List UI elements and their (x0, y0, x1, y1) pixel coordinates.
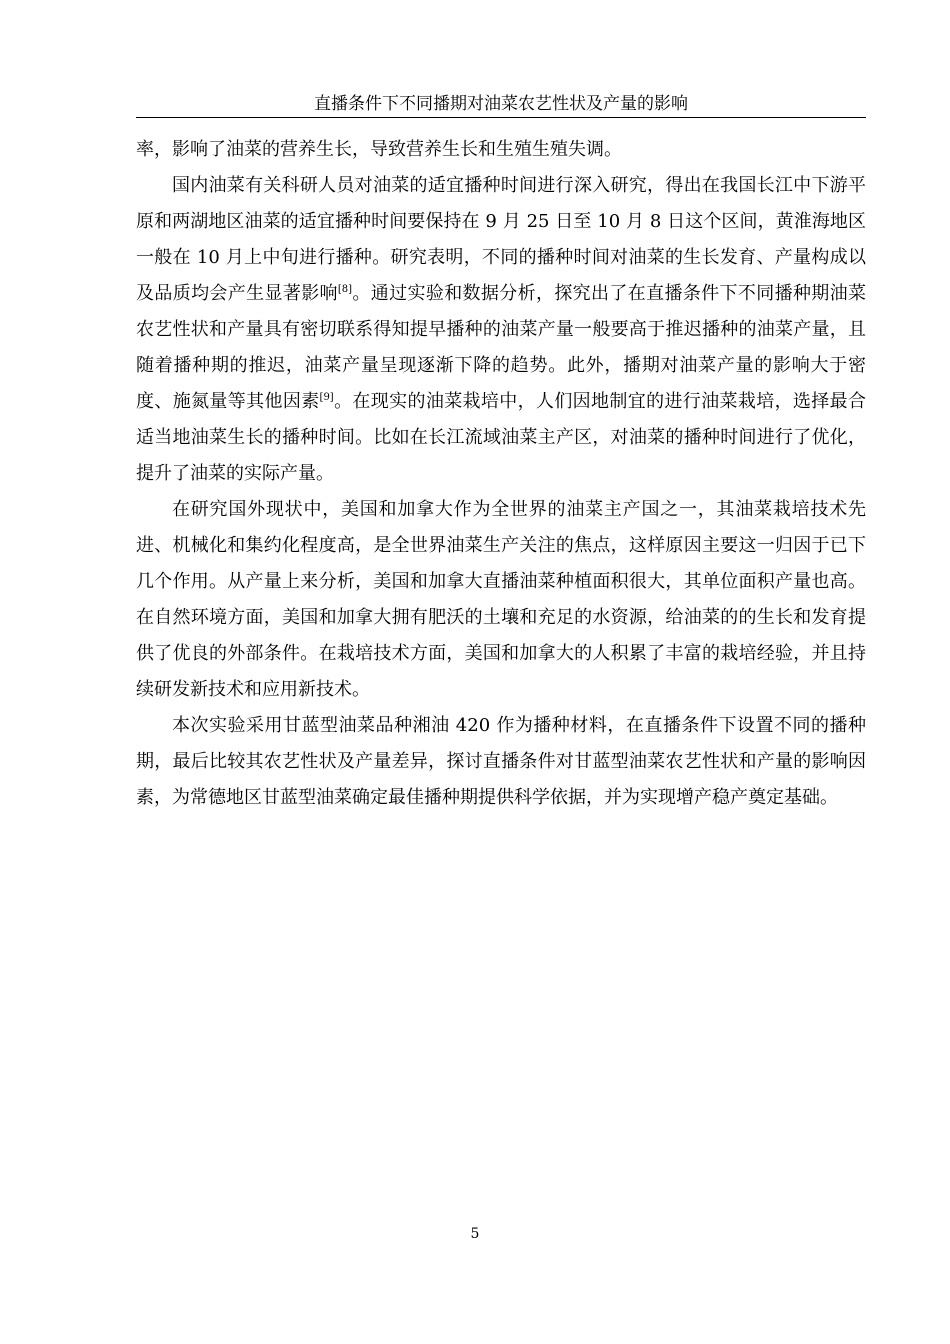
page-number: 5 (470, 1226, 480, 1242)
running-header: 直播条件下不同播期对油菜农艺性状及产量的影响 (314, 94, 688, 114)
paragraph-experiment-purpose: 本次实验采用甘蓝型油菜品种湘油 420 作为播种材料，在直播条件下设置不同的播种期，最后比较其农艺性状及产量差异，探讨直播条件对甘蓝型油菜农艺性状和产量的影响因素，为常德地区甘蓝型油菜确定最佳播种期提供科学依据，并为实现增产稳产奠定基础。 (136, 715, 866, 808)
paragraph-text: 。在现实的油菜栽培中，人们因地制宜的进行油菜栽培，选择最合适当地油菜生长的播种时间。比如在长江流域油菜主产区，对油菜的播种时间进行了优化，提升了油菜的实际产量。 (136, 391, 866, 484)
body-text (136, 132, 866, 816)
paragraph-text: 国内油菜有关科研人员对油菜的适宜播种时间进行深入研究，得出在我国长江中下游平原和两湖地区油菜的适宜播种时间要保持在 9 月 25 日至 10 月 8 日这个区间，黄淮海地区一般在 10 月上中旬进行播种。研究表明，不同的播种时间对油菜的生长发育、产量构成以及品质均会产生显著影响 (136, 175, 866, 304)
paragraph-continuation: 率，影响了油菜的营养生长，导致营养生长和生殖生殖失调。 (136, 139, 622, 160)
header-rule (136, 117, 866, 118)
paragraph-text: 。通过实验和数据分析，探究出了在直播条件下不同播种期油菜农艺性状和产量具有密切联系得知提早播种的油菜产量一般要高于推迟播种的油菜产量，且随着播种期的推迟，油菜产量呈现逐渐下降的趋势。此外，播期对油菜产量的影响大于密度、施氮量等其他因素 (136, 283, 867, 412)
paragraph-foreign-research: 在研究国外现状中，美国和加拿大作为全世界的油菜主产国之一，其油菜栽培技术先进、机械化和集约化程度高，是全世界油菜生产关注的焦点，这样原因主要这一归因于已下几个作用。从产量上来分析，美国和加拿大直播油菜种植面积很大，其单位面积产量也高。在自然环境方面，美国和加拿大拥有肥沃的土壤和充足的水资源，给油菜的的生长和发育提供了优良的外部条件。在栽培技术方面，美国和加拿大的人积累了丰富的栽培经验，并且持续研发新技术和应用新技术。 (136, 499, 866, 700)
citation-9[interactable]: [9] (319, 392, 334, 403)
citation-8[interactable]: [8] (337, 284, 353, 295)
paragraph-domestic-research (136, 168, 866, 492)
